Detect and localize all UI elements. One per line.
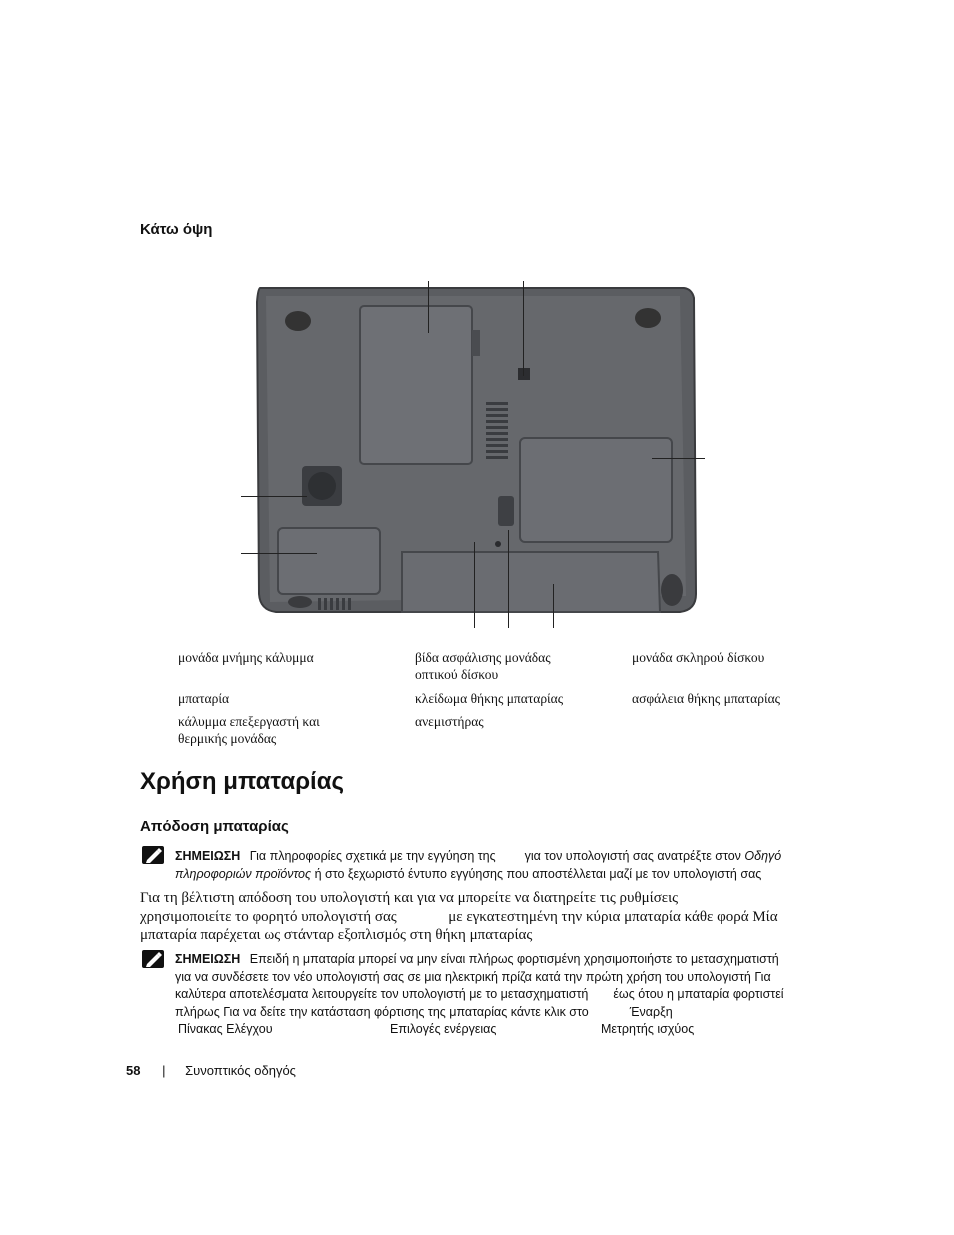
- note-2-line-4a: πλήρως Για να δείτε την κατάσταση φόρτισης της μπαταρίας κάντε κλικ στο: [175, 1004, 589, 1019]
- note-2-line-3a: καλύτερα αποτελέσματα λειτουργείτε τον υπολογιστή με το μετασχηματιστή: [175, 987, 589, 1001]
- label-fan: ανεμιστήρας: [415, 714, 484, 729]
- note-2-label: ΣΗΜΕΙΩΣΗ: [175, 952, 241, 966]
- note-1: [175, 848, 815, 883]
- note-1-guide-title: Οδηγό: [744, 849, 782, 863]
- label-hard-drive: μονάδα σκληρού δίσκου: [632, 650, 765, 665]
- body-paragraph: [140, 889, 820, 945]
- note-pencil-icon: [142, 846, 164, 864]
- note-2-power-options: Επιλογές ενέργειας: [390, 1022, 497, 1036]
- note-1-text-c: ή στο ξεχωριστό έντυπο εγγύησης που αποστέλλεται μαζί με τον υπολογιστή σας: [314, 866, 762, 881]
- subsection-heading: Απόδοση μπαταρίας: [140, 818, 289, 835]
- callout-line-battery-latch: [474, 542, 475, 628]
- label-battery-bay-lock: κλείδωμα θήκης μπαταρίας: [415, 691, 564, 706]
- note-2-control-panel: Πίνακας Ελέγχου: [178, 1022, 273, 1036]
- callout-line-processor: [241, 553, 317, 554]
- body-line-2b: με εγκατεστημένη την κύρια μπαταρία κάθε φορά Μία: [448, 908, 778, 925]
- note-1-text-b: για τον υπολογιστή σας ανατρέξτε στον: [524, 849, 741, 863]
- note-2-start-menu: Έναρξη: [629, 1004, 673, 1019]
- callout-line-battery: [553, 584, 554, 628]
- label-memory-cover: μονάδα μνήμης κάλυμμα: [178, 650, 314, 665]
- note-2-power-meter: Μετρητής ισχύος: [601, 1022, 695, 1036]
- note-2-line-3b: έως ότου η μπαταρία φορτιστεί: [613, 987, 784, 1001]
- label-battery-bay-latch: ασφάλεια θήκης μπαταρίας: [632, 691, 781, 706]
- body-line-3: μπαταρία παρέχεται ως στάνταρ εξοπλισμός στη θήκη μπαταρίας: [140, 927, 533, 943]
- laptop-bottom-view-image: [236, 276, 710, 630]
- chapter-title: Χρήση μπαταρίας: [140, 768, 344, 795]
- callout-line-optical-screw: [523, 281, 524, 376]
- body-line-1: Για τη βέλτιστη απόδοση του υπολογιστή και για να μπορείτε να διατηρείτε τις ρυθμίσεις: [140, 890, 679, 906]
- note-2: [175, 951, 815, 1039]
- section-heading: Κάτω όψη: [140, 221, 213, 238]
- note-1-label: ΣΗΜΕΙΩΣΗ: [175, 849, 241, 863]
- callout-line-memory: [428, 281, 429, 333]
- note-pencil-icon-2: [142, 950, 164, 968]
- label-optical-screw: βίδα ασφάλισης μονάδας οπτικού δίσκου: [415, 650, 551, 682]
- callout-line-fan: [241, 496, 307, 497]
- label-battery: μπαταρία: [178, 691, 230, 706]
- footer-title: Συνοπτικός οδηγός: [185, 1063, 296, 1078]
- note-2-line-2: για να συνδέσετε τον νέο υπολογιστή σας σε μια ηλεκτρική πρίζα κατά την πρώτη χρήση του υπολογιστή Για: [175, 969, 771, 984]
- callout-line-hard-drive: [652, 458, 705, 459]
- note-1-guide-title-cont: πληροφοριών προϊόντος: [175, 866, 312, 881]
- label-processor-cover: κάλυμμα επεξεργαστή και θερμικής μονάδας: [178, 714, 320, 746]
- body-line-2a: χρησιμοποιείτε το φορητό υπολογιστή σας: [140, 908, 397, 925]
- page-footer: [126, 1063, 296, 1078]
- note-1-text-a: Για πληροφορίες σχετικά με την εγγύηση της: [249, 849, 496, 863]
- callout-line-battery-release: [508, 530, 509, 628]
- footer-separator: |: [162, 1063, 166, 1078]
- note-2-line-1: Επειδή η μπαταρία μπορεί να μην είναι πλήρως φορτισμένη χρησιμοποιήστε το μετασχηματιστή: [249, 952, 779, 966]
- page-number: 58: [126, 1063, 141, 1078]
